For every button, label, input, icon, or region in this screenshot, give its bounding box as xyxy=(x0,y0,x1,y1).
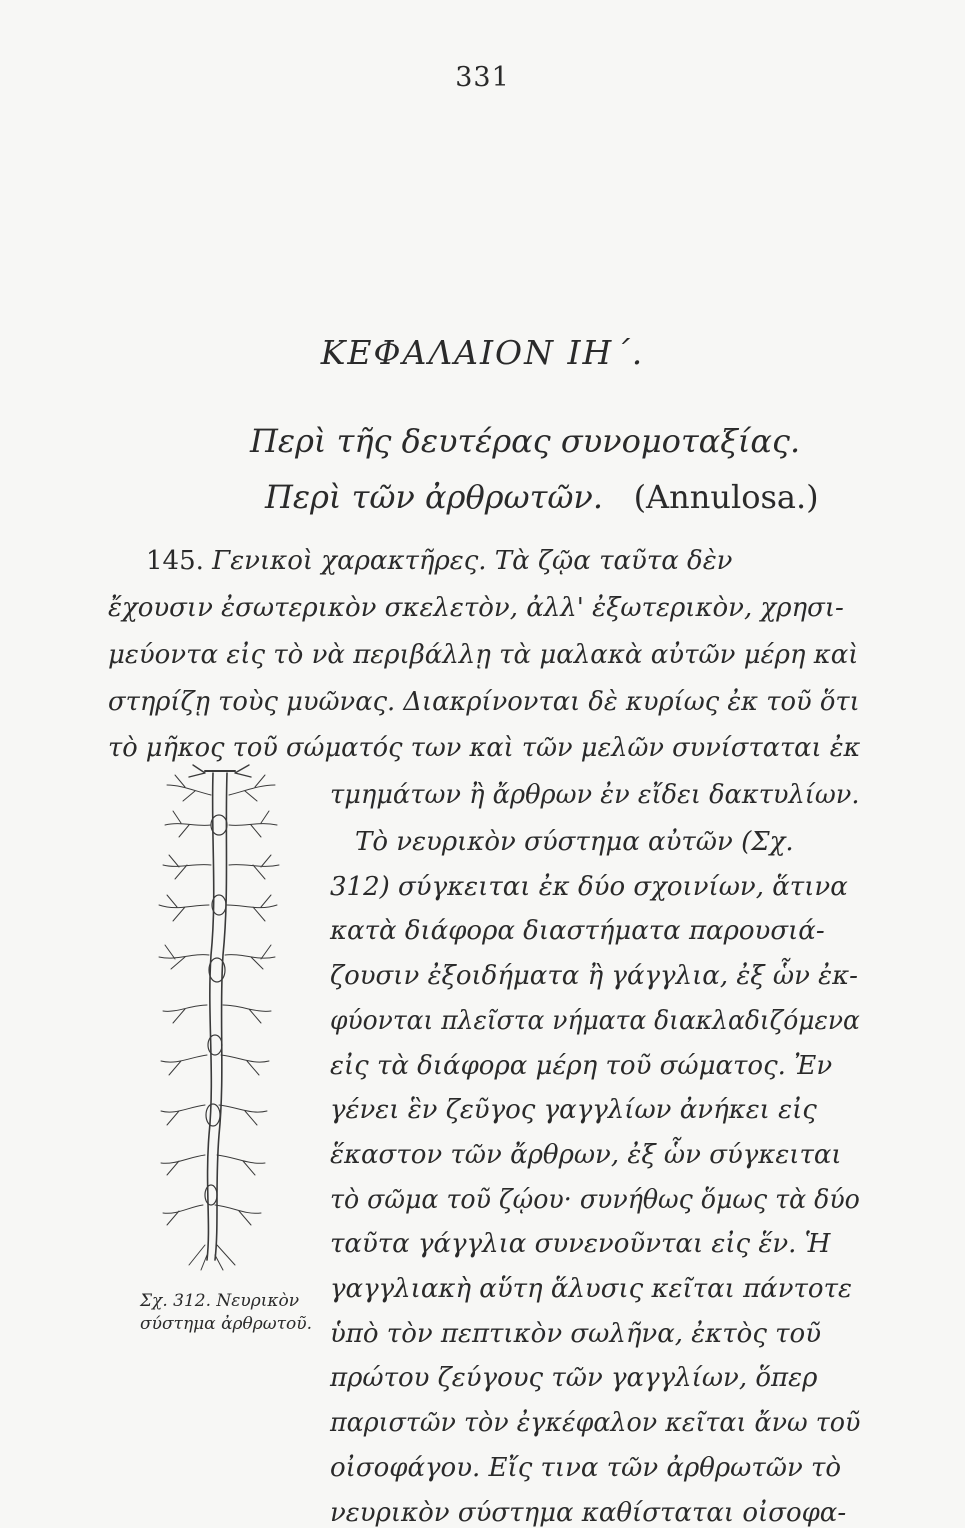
body-line: μεύοντα εἰς τὸ νὰ περιβάλλῃ τὰ μαλακὰ αὐτῶν μέρη καὶ xyxy=(108,640,859,670)
body-line: φύονται πλεῖστα νήματα διακλαδιζόμενα xyxy=(330,1005,860,1036)
body-line: εἰς τὰ διάφορα μέρη τοῦ σώματος. Ἐν xyxy=(330,1050,833,1081)
body-line: ταῦτα γάγγλια συνενοῦνται εἰς ἕν. Ἡ xyxy=(330,1229,831,1260)
body-line: παριστῶν τὸν ἐγκέφαλον κεῖται ἄνω τοῦ xyxy=(330,1408,861,1439)
body-line: ζουσιν ἐξοιδήματα ἢ γάγγλια, ἐξ ὧν ἐκ- xyxy=(330,961,858,992)
figure-caption-line-1: Σχ. 312. Νευρικὸν xyxy=(140,1291,300,1311)
body-line: στηρίζῃ τοὺς μυῶνας. Διακρίνονται δὲ κυρίως ἐκ τοῦ ὅτι xyxy=(108,687,860,717)
body-line: Τὸ νευρικὸν σύστημα αὐτῶν (Σχ. xyxy=(355,827,794,857)
section-number: 145. xyxy=(146,546,204,576)
body-line: ἕκαστον τῶν ἄρθρων, ἐξ ὧν σύγκειται xyxy=(330,1139,842,1170)
body-line: τὸ σῶμα τοῦ ζῴου· συνήθως ὅμως τὰ δύο xyxy=(330,1184,860,1215)
figure-caption xyxy=(140,1290,312,1336)
body-line: τὸ μῆκος τοῦ σώματός των καὶ τῶν μελῶν συνίσταται ἐκ xyxy=(108,733,861,763)
subtitle-line-2-latin: (Annulosa.) xyxy=(633,478,819,516)
subtitle-line-2-greek: Περὶ τῶν ἀρθρωτῶν. xyxy=(265,478,604,516)
body-line: Γενικοὶ χαρακτῆρες. Τὰ ζῷα ταῦτα δὲν xyxy=(212,546,733,576)
body-line: νευρικὸν σύστημα καθίσταται οἰσοφα- xyxy=(330,1497,847,1528)
body-line: πρώτου ζεύγους τῶν γαγγλίων, ὅπερ xyxy=(330,1363,818,1394)
body-line: γένει ἓν ζεῦγος γαγγλίων ἀνήκει εἰς xyxy=(330,1095,817,1126)
chapter-heading: ΚΕΦΑΛΑΙΟΝ ΙΗ΄. xyxy=(320,333,645,372)
body-line: ὑπὸ τὸν πεπτικὸν σωλῆνα, ἐκτὸς τοῦ xyxy=(330,1318,822,1349)
body-line: οἰσοφάγου. Εἴς τινα τῶν ἀρθρωτῶν τὸ xyxy=(330,1452,842,1483)
nervous-system-figure xyxy=(145,755,305,1275)
body-line: τμημάτων ἢ ἄρθρων ἐν εἴδει δακτυλίων. xyxy=(330,780,860,810)
subtitle-line-1: Περὶ τῆς δευτέρας συνομοταξίας. xyxy=(250,422,801,460)
section-line-1 xyxy=(146,546,732,576)
subtitle-line-2 xyxy=(265,478,819,516)
body-line: ἔχουσιν ἐσωτερικὸν σκελετὸν, ἀλλ' ἐξωτερικὸν, χρησι- xyxy=(108,593,844,623)
body-line: κατὰ διάφορα διαστήματα παρουσιά- xyxy=(330,916,825,947)
page-number: 331 xyxy=(455,62,510,93)
figure-caption-line-2: σύστημα ἀρθρωτοῦ. xyxy=(140,1314,313,1334)
body-line: 312) σύγκειται ἐκ δύο σχοινίων, ἅτινα xyxy=(330,871,848,902)
body-line: γαγγλιακὴ αὕτη ἅλυσις κεῖται πάντοτε xyxy=(330,1274,852,1304)
